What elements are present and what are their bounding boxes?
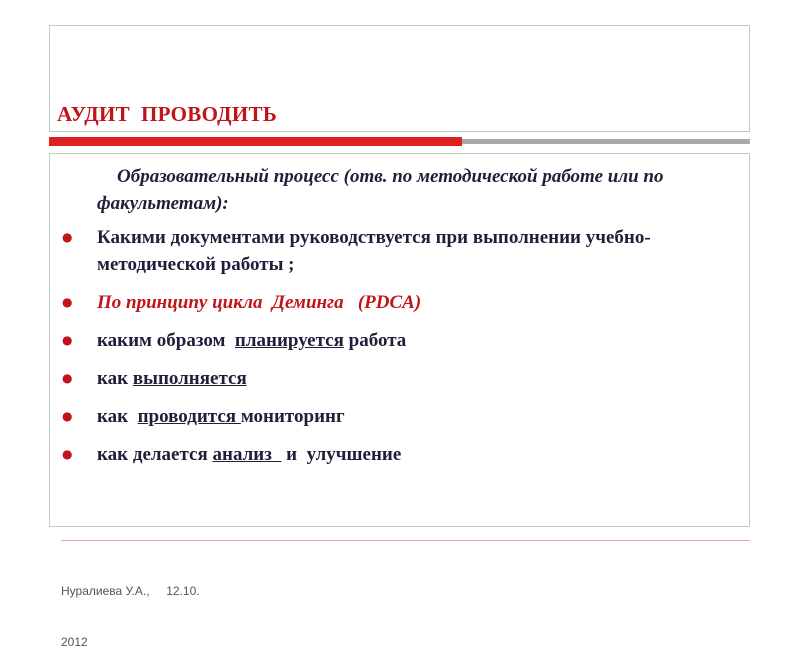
list-item-text: каким образом <box>97 330 235 351</box>
footer <box>61 549 200 668</box>
bullet-icon: ● <box>62 333 73 347</box>
accent-bar-red <box>49 137 462 146</box>
bullet-icon: ● <box>62 409 73 423</box>
list-item-text: и улучшение <box>281 444 402 465</box>
bullet-icon: ● <box>62 447 73 461</box>
list-item <box>60 224 740 278</box>
footer-year: 2012 <box>61 635 88 649</box>
bullet-icon: ● <box>62 295 73 309</box>
slide-title: АУДИТ ПРОВОДИТЬ <box>57 102 278 126</box>
footer-divider <box>61 540 750 541</box>
accent-bar-gray <box>462 139 750 144</box>
list-item-text: Какими документами руководствуется при выполнении учебно-методической работы ; <box>97 227 651 275</box>
list-item <box>60 441 740 468</box>
slide-content <box>60 163 740 479</box>
list-item <box>60 365 740 392</box>
list-item-text: мониторинг <box>240 406 345 427</box>
intro-text: Образовательный процесс (отв. по методической работе или по факультетам): <box>97 166 664 214</box>
list-item-text: По принципу цикла Деминга (PDCA) <box>97 292 422 313</box>
list-item <box>60 289 740 316</box>
bullet-icon: ● <box>62 230 73 244</box>
underlined-term: выполняется <box>132 368 247 389</box>
list-item <box>60 403 740 430</box>
list-item-text: как <box>97 368 133 389</box>
bullet-icon: ● <box>62 371 73 385</box>
underlined-term: проводится <box>137 406 241 427</box>
footer-author-date: Нуралиева У.А., 12.10. <box>61 584 200 598</box>
list-item <box>60 327 740 354</box>
bullet-list <box>60 224 740 468</box>
list-item-text: как <box>97 406 138 427</box>
underlined-term: планируется <box>234 330 344 351</box>
list-item-text: как делается <box>97 444 213 465</box>
underlined-term: анализ <box>212 444 282 465</box>
list-item-text: работа <box>343 330 407 351</box>
